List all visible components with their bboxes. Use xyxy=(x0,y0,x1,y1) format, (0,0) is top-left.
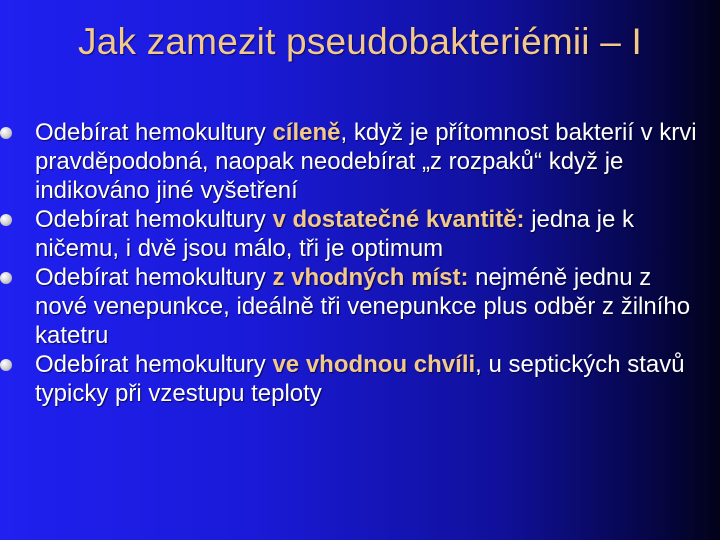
bullet-text: jedna je k ničemu, i dvě jsou málo, tři je optimum xyxy=(35,206,634,262)
bullet-text: Odebírat hemokultury xyxy=(35,264,273,291)
bullet-dot-icon xyxy=(0,272,12,284)
bullet-emphasis: z vhodných míst: xyxy=(272,264,469,291)
bullet-item xyxy=(0,350,700,408)
bullet-emphasis: ve vhodnou chvíli xyxy=(272,351,476,378)
bullet-list xyxy=(0,118,700,408)
bullet-item xyxy=(0,205,700,263)
bullet-dot-icon xyxy=(0,359,12,371)
bullet-emphasis: cíleně xyxy=(272,119,341,146)
bullet-item xyxy=(0,263,700,350)
bullet-text: Odebírat hemokultury xyxy=(35,351,273,378)
bullet-dot-icon xyxy=(0,127,12,139)
bullet-text: Odebírat hemokultury xyxy=(35,206,273,233)
bullet-text: Odebírat hemokultury xyxy=(35,119,273,146)
slide-title: Jak zamezit pseudobakteriémii – I xyxy=(78,21,642,62)
bullet-text: , u septických stavů typicky při vzestupu teploty xyxy=(35,351,685,407)
bullet-dot-icon xyxy=(0,214,12,226)
bullet-emphasis: v dostatečné kvantitě: xyxy=(272,206,525,233)
bullet-item xyxy=(0,118,700,205)
bullet-text: , když je přítomnost bakterií v krvi pravděpodobná, naopak neodebírat „z rozpaků“ když je indikováno jiné vyšetření xyxy=(35,119,697,204)
bullet-text: nejméně jednu z nové venepunkce, ideálně tři venepunkce plus odběr z žilního katetru xyxy=(35,264,691,349)
